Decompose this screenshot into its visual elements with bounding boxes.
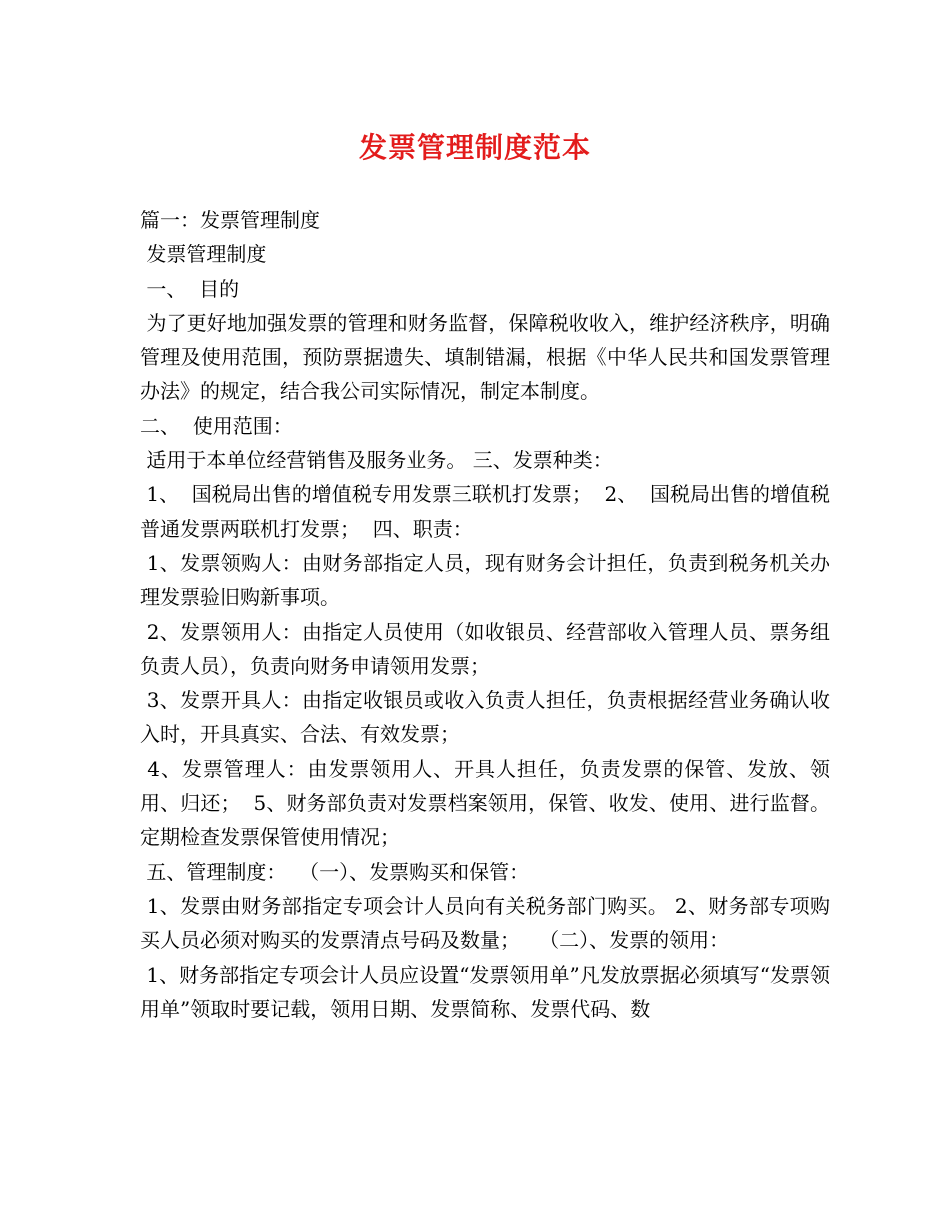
paragraph: 1、 国税局出售的增值税专用发票三联机打发票； 2、 国税局出售的增值税普通发票两联机打发票； 四、职责： — [140, 482, 830, 541]
paragraph: 1、发票由财务部指定专项会计人员向有关税务部门购买。 2、财务部专项购买人员必须对购买的发票清点号码及数量； （二）、发票的领用： — [140, 893, 830, 953]
paragraph: 五、管理制度： （一）、发票购买和保管： — [140, 859, 530, 884]
paragraph: 1、发票领购人：由财务部指定人员，现有财务会计担任，负责到税务机关办理发票验旧购新事项。 — [140, 550, 830, 610]
paragraph: 1、财务部指定专项会计人员应设置“发票领用单”凡发放票据必须填写“发票领用单”领取时要记载，领用日期、发票简称、发票代码、数 — [140, 962, 831, 1021]
paragraph: 2、发票领用人：由指定人员使用（如收银员、经营部收入管理人员、票务组负责人员），负责向财务申请领用发票； — [140, 619, 830, 678]
paragraph: 二、 使用范围： — [140, 413, 293, 438]
paragraph: 3、发票开具人：由指定收银员或收入负责人担任，负责根据经营业务确认收入时，开具真实、合法、有效发票； — [140, 688, 830, 747]
paragraph: 为了更好地加强发票的管理和财务监督，保障税收收入，维护经济秩序，明确管理及使用范围，预防票据遗失、填制错漏，根据《中华人民共和国发票管理办法》的规定，结合我公司实际情况，制定本制度。 — [140, 310, 831, 404]
paragraph: 4、发票管理人：由发票领用人、开具人担任，负责发票的保管、发放、领用、归还； 5、财务部负责对发票档案领用，保管、收发、使用、进行监督。定期检查发票保管使用情况； — [140, 756, 830, 850]
paragraph: 适用于本单位经营销售及服务业务。 三、发票种类： — [140, 448, 613, 473]
document-body — [140, 203, 830, 1026]
document-title: 发票管理制度范本 — [358, 131, 591, 164]
paragraph: 一、 目的 — [140, 276, 240, 301]
paragraph: 篇一：发票管理制度 — [140, 208, 320, 232]
paragraph: 发票管理制度 — [140, 242, 267, 267]
